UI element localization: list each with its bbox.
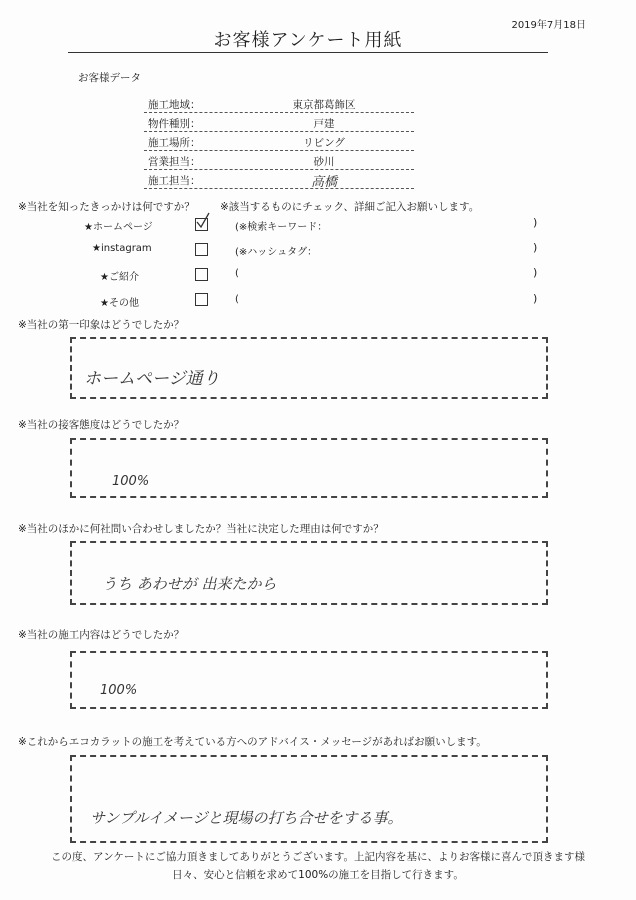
- customer-info-area: [144, 94, 414, 113]
- option-other-label: ★その他: [100, 298, 139, 309]
- info-value: 戸建: [313, 118, 335, 130]
- info-value: リビング: [303, 137, 345, 149]
- customer-info-property-type: [144, 113, 414, 132]
- q2-answer: ホームページ通り: [84, 369, 220, 389]
- option-homepage-label: ★ホームページ: [84, 222, 153, 233]
- footer-message: [28, 848, 608, 884]
- page-title: お客様アンケート用紙: [213, 30, 403, 51]
- title-block: [68, 26, 548, 52]
- option-referral-detail: (: [235, 268, 239, 279]
- q4-answer-box[interactable]: [70, 541, 548, 605]
- q6-answer-box[interactable]: [70, 755, 548, 843]
- customer-info-location: [144, 132, 414, 151]
- footer-line-2: 日々、安心と信頼を求めて100%の施工を目指して行きます。: [172, 869, 464, 881]
- q4-question: ※当社のほかに何社問い合わせしましたか？当社に決定した理由は何ですか？: [18, 523, 384, 535]
- info-rule: [144, 188, 414, 189]
- option-homepage-detail: (※検索キーワード：: [235, 222, 328, 233]
- option-other-checkbox[interactable]: [195, 293, 208, 306]
- option-instagram-detail: (※ハッシュタグ：: [235, 247, 318, 258]
- q1-question: ※当社を知ったきっかけは何ですか？: [18, 201, 195, 213]
- info-value: 東京都葛飾区: [292, 99, 356, 111]
- option-referral-close: ): [533, 266, 538, 279]
- q6-answer: サンプルイメージと現場の打ち合せをする事。: [90, 809, 403, 827]
- info-label: 施工地域：: [148, 99, 201, 111]
- option-homepage-checkbox[interactable]: [195, 218, 208, 231]
- title-underline: [68, 52, 548, 53]
- q3-answer-box[interactable]: [70, 438, 548, 498]
- customer-info-installer: [144, 170, 414, 189]
- q5-answer-box[interactable]: [70, 651, 548, 709]
- customer-info-sales-rep: [144, 151, 414, 170]
- option-instagram-close: ): [533, 241, 538, 254]
- info-label: 物件種別：: [148, 118, 201, 130]
- info-label: 営業担当：: [148, 156, 201, 168]
- q3-question: ※当社の接客態度はどうでしたか？: [18, 419, 185, 431]
- checkmark-icon: [195, 212, 211, 230]
- customer-section-label: お客様データ: [78, 72, 141, 84]
- q3-answer: 100%: [112, 474, 150, 489]
- option-instagram-checkbox[interactable]: [195, 243, 208, 256]
- q1-instruction: ※該当するものにチェック、詳細ご記入お願いします。: [220, 201, 480, 213]
- survey-date: 2019年7月18日: [511, 20, 586, 31]
- q2-answer-box[interactable]: [70, 337, 548, 399]
- q2-question: ※当社の第一印象はどうでしたか？: [18, 319, 185, 331]
- option-instagram-label: ★instagram: [92, 243, 152, 254]
- info-label: 施工場所：: [148, 137, 201, 149]
- q5-question: ※当社の施工内容はどうでしたか？: [18, 629, 185, 641]
- q4-answer: うち あわせが 出来たから: [102, 575, 277, 593]
- option-other-detail: (: [235, 294, 239, 305]
- info-value-handwritten: 高橋: [310, 175, 337, 190]
- info-value: 砂川: [313, 156, 335, 168]
- q6-question: ※これからエコカラットの施工を考えている方へのアドバイス・メッセージがあればお願いします。: [18, 736, 487, 748]
- option-referral-label: ★ご紹介: [100, 272, 139, 283]
- footer-line-1: この度、アンケートにご協力頂きましてありがとうございます。上記内容を基に、よりお客様に喜んで頂きます様: [50, 851, 586, 863]
- option-homepage-close: ): [533, 216, 538, 229]
- info-label: 施工担当：: [148, 175, 201, 187]
- q5-answer: 100%: [100, 683, 138, 698]
- option-other-close: ): [533, 292, 538, 305]
- option-referral-checkbox[interactable]: [195, 268, 208, 281]
